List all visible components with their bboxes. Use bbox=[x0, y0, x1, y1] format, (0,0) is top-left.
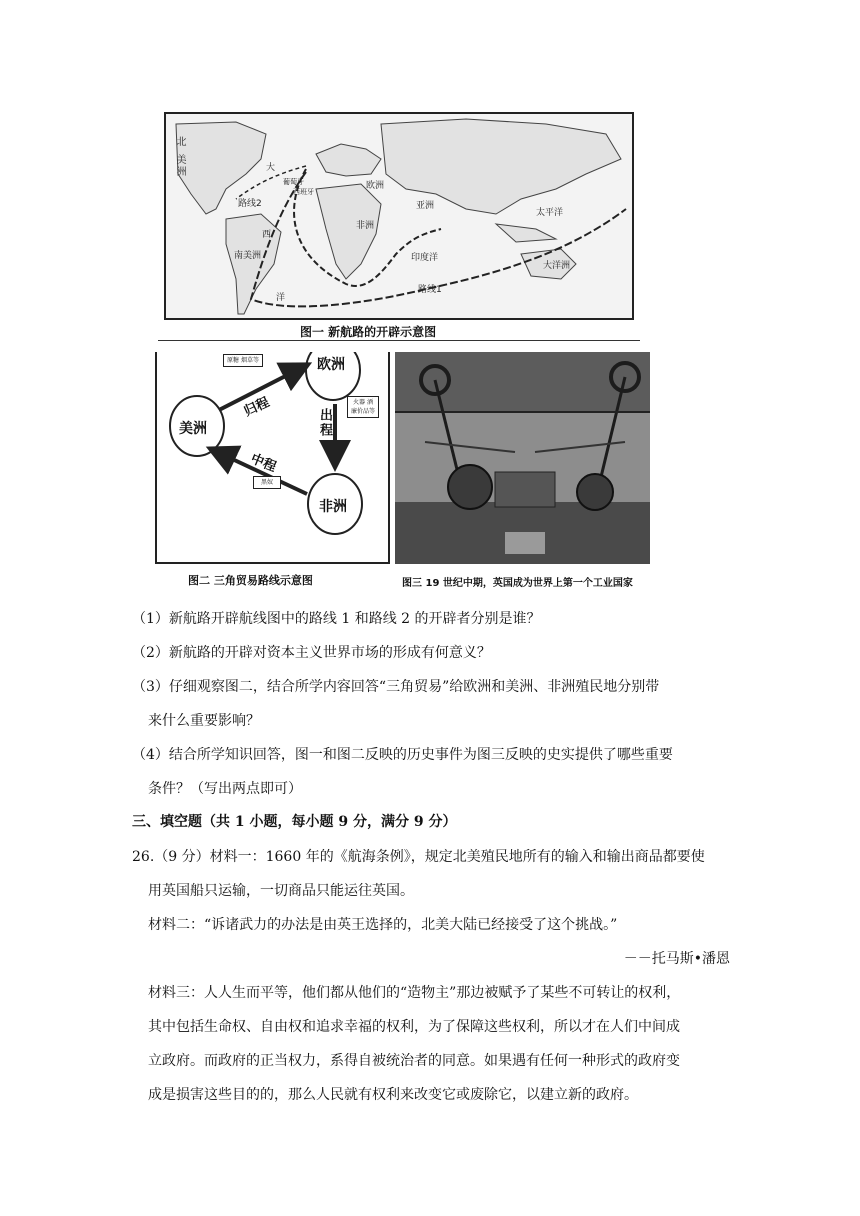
figure1-caption: 图一 新航路的开辟示意图 bbox=[300, 325, 437, 339]
caption-divider bbox=[158, 340, 640, 341]
map-new-sea-routes bbox=[164, 112, 634, 320]
label-spain: 西班牙 bbox=[293, 188, 314, 196]
label-indian-ocean: 印度洋 bbox=[411, 253, 439, 263]
question-3-line1: （3）仔细观察图二，结合所学内容回答“三角贸易”给欧洲和美洲、非洲殖民地分别带 bbox=[132, 679, 660, 695]
figure3-caption: 图三 19 世纪中期，英国成为世界上第一个工业国家 bbox=[402, 578, 633, 589]
q26-material3-line3: 立政府。而政府的正当权力，系得自被统治者的同意。如果遇有任何一种形式的政府变 bbox=[148, 1053, 680, 1069]
label-america-v: 美洲 bbox=[174, 154, 185, 178]
label-ocean: 洋 bbox=[276, 293, 286, 303]
q26-line1: 26.（9 分）材料一：1660 年的《航海条例》，规定北美殖民地所有的输入和输出商品都要使 bbox=[132, 849, 705, 865]
label-europe: 欧洲 bbox=[366, 181, 385, 191]
label-africa: 非洲 bbox=[356, 221, 375, 231]
question-4-line2: 条件？（写出两点即可） bbox=[148, 781, 302, 797]
factory-photo bbox=[395, 352, 650, 564]
q26-line2: 用英国船只运输，一切商品只能运往英国。 bbox=[148, 883, 414, 899]
section-3-title: 三、填空题（共 1 小题，每小题 9 分，满分 9 分） bbox=[132, 814, 457, 830]
q26-material3-line4: 成是损害这些目的的，那么人民就有权利来改变它或废除它，以建立新的政府。 bbox=[148, 1087, 638, 1103]
label-europe-node: 欧洲 bbox=[317, 357, 345, 373]
label-oceania: 大洋洲 bbox=[543, 261, 571, 271]
tag-middle-goods: 黑奴 bbox=[253, 476, 281, 489]
label-asia: 亚洲 bbox=[416, 201, 435, 211]
question-1: （1）新航路开辟航线图中的路线 1 和路线 2 的开辟者分别是谁？ bbox=[132, 611, 541, 627]
triangle-trade-diagram bbox=[155, 352, 390, 564]
q26-material2: 材料二：“诉诸武力的办法是由英王选择的，北美大陆已经接受了这个挑战。” bbox=[148, 917, 618, 933]
label-pacific: 太平洋 bbox=[536, 208, 564, 218]
label-north-america: 北 bbox=[174, 136, 185, 148]
label-route-2: 路线2 bbox=[238, 199, 262, 209]
factory-illustration bbox=[395, 352, 650, 564]
question-4-line1: （4）结合所学知识回答，图一和图二反映的历史事件为图三反映的史实提供了哪些重要 bbox=[132, 747, 673, 763]
q26-attribution: －－托马斯•潘恩 bbox=[623, 951, 730, 967]
label-middle-route: 中程 bbox=[248, 451, 279, 476]
label-america-node: 美洲 bbox=[179, 421, 207, 437]
question-3-line2: 来什么重要影响？ bbox=[148, 713, 260, 729]
question-2: （2）新航路的开辟对资本主义世界市场的形成有何意义？ bbox=[132, 645, 491, 661]
label-south-america: 南美洲 bbox=[234, 251, 262, 261]
tag-outbound-goods: 火器 酒 廉价品等 bbox=[347, 396, 379, 418]
label-big: 大 bbox=[266, 163, 276, 173]
tag-return-goods: 原糖 烟草等 bbox=[223, 354, 263, 367]
label-outbound-route: 出程 bbox=[317, 408, 332, 438]
label-africa-node: 非洲 bbox=[319, 499, 347, 515]
label-return-route: 归程 bbox=[241, 395, 272, 420]
label-west: 西 bbox=[262, 230, 272, 240]
q26-material3-line1: 材料三：人人生而平等，他们都从他们的“造物主”那边被赋予了某些不可转让的权利， bbox=[148, 985, 681, 1001]
q26-material3-line2: 其中包括生命权、自由权和追求幸福的权利，为了保障这些权利，所以才在人们中间成 bbox=[148, 1019, 680, 1035]
figure2-caption: 图二 三角贸易路线示意图 bbox=[188, 574, 313, 587]
label-portugal: 葡萄牙 bbox=[283, 178, 304, 186]
label-route-1: 路线1 bbox=[418, 285, 442, 295]
